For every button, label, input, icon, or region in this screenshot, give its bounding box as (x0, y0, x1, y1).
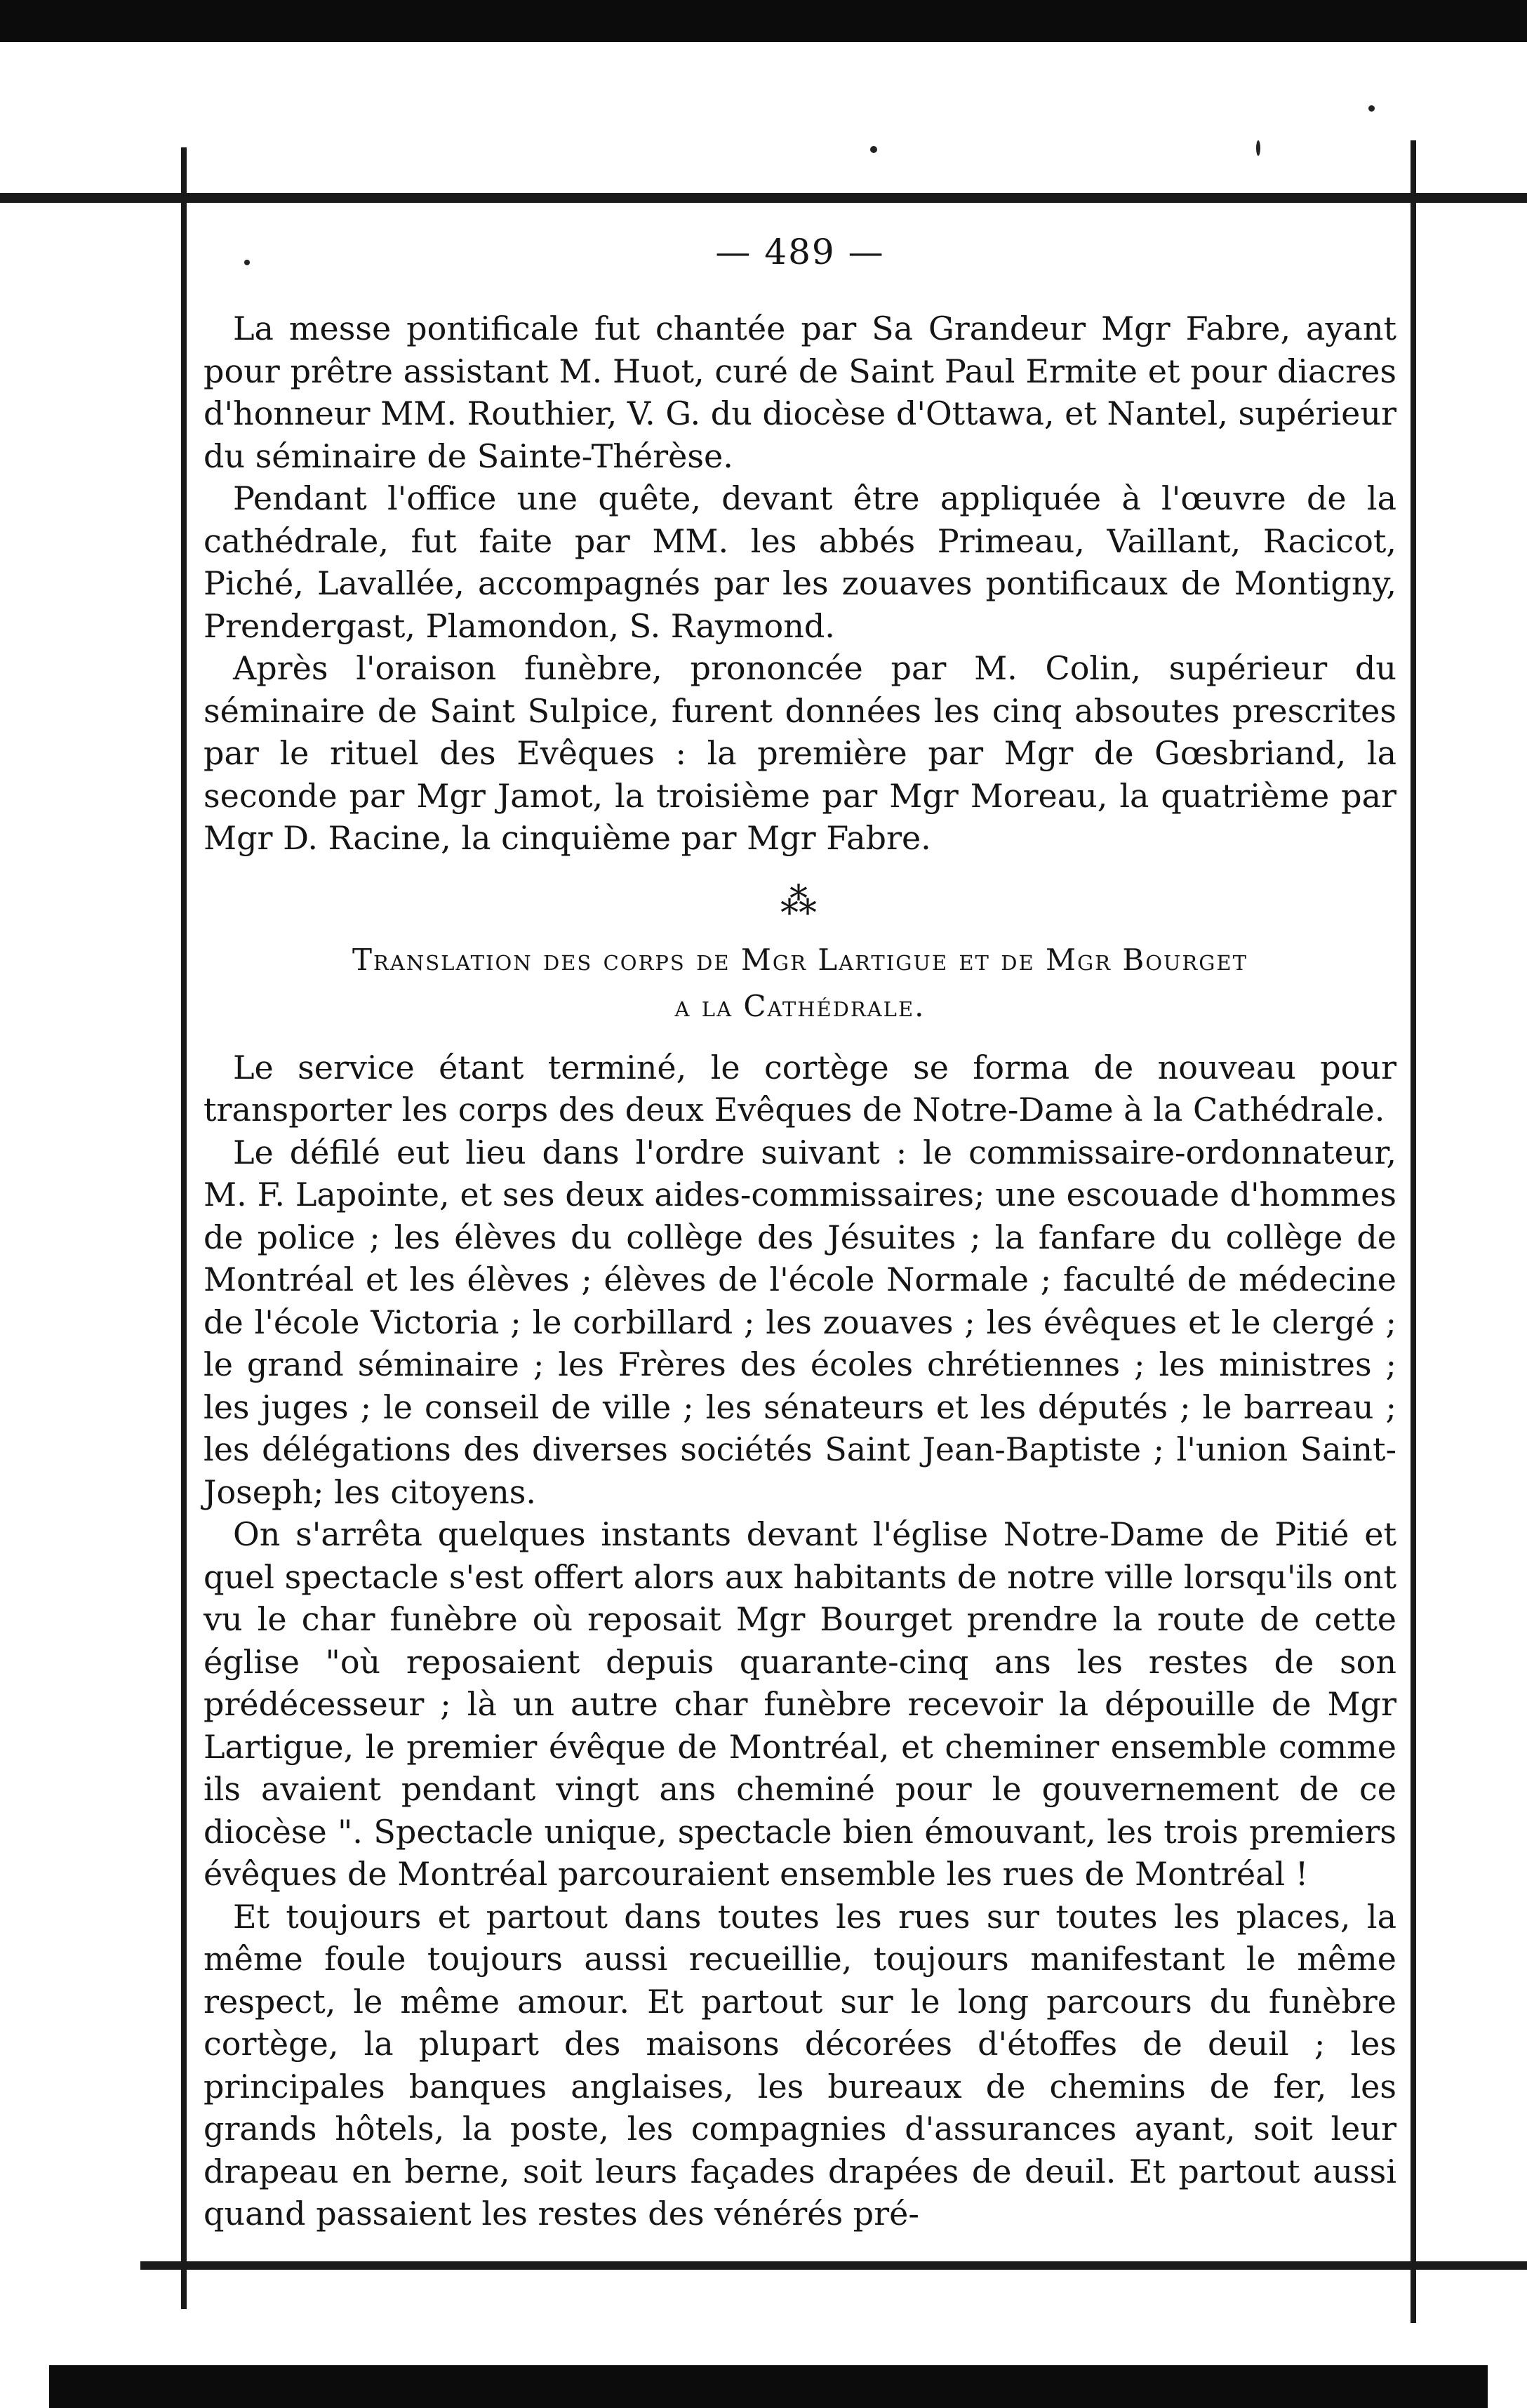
paragraph: Le service étant terminé, le cortège se forma de nouveau pour transporter les corps des deux Evêques de Notre-Dame à la Cathédrale. (204, 1048, 1396, 1129)
scan-speck (870, 146, 877, 153)
asterism-separator: ⁂ (780, 880, 820, 923)
top-frame-rule (0, 193, 1527, 203)
document-page (204, 232, 1396, 2235)
left-frame-rule (181, 147, 187, 2309)
page-number: — 489 — (715, 232, 885, 272)
scan-speck (1256, 140, 1260, 156)
section-heading (204, 937, 1396, 1030)
paragraph: Et toujours et partout dans toutes les rues sur toutes les places, la même foule toujours aussi recueillie, toujours manifestant le même respect, le même amour. Et partout sur le long parcours du funèbre cortège, la plupart des maisons décorées d'étoffes de deuil ; les principales banques anglaises, les bureaux de chemins de fer, les grands hôtels, la poste, les compagnies d'assurances ayant, soit leur drapeau en berne, soit leurs façades drapées de deuil. Et partout aussi quand passaient les restes des vénérés pré- (204, 1897, 1396, 2233)
section-heading-line2: a la Cathédrale. (674, 988, 926, 1023)
scan-speck (1368, 105, 1375, 112)
scan-bottom-edge (49, 2365, 1488, 2408)
paragraph: Pendant l'office une quête, devant être appliquée à l'œuvre de la cathédrale, fut faite par MM. les abbés Primeau, Vaillant, Racicot, Piché, Lavallée, accompagnés par les zouaves pontificaux de Montigny, Prendergast, Plamondon, S. Raymond. (204, 479, 1396, 645)
paragraph: On s'arrêta quelques instants devant l'église Notre-Dame de Pitié et quel spectacle s'est offert alors aux habitants de notre ville lorsqu'ils ont vu le char funèbre où reposait Mgr Bourget prendre la route de cette église "où reposaient depuis quarante-cinq ans les restes de son prédécesseur ; là un autre char funèbre recevoir la dépouille de Mgr Lartigue, le premier évêque de Montréal, et cheminer ensemble comme ils avaient pendant vingt ans cheminé pour le gouvernement de ce diocèse ". Spectacle unique, spectacle bien émouvant, les trois premiers évêques de Montréal parcouraient ensemble les rues de Montréal ! (204, 1515, 1396, 1893)
paragraph: Le défilé eut lieu dans l'ordre suivant : le commissaire-ordonnateur, M. F. Lapointe, et ses deux aides-commissaires; une escouade d'hommes de police ; les élèves du collège des Jésuites ; la fanfare du collège de Montréal et les élèves ; élèves de l'école Normale ; faculté de médecine de l'école Victoria ; le corbillard ; les zouaves ; les évêques et le clergé ; le grand séminaire ; les Frères des écoles chrétiennes ; les ministres ; les juges ; le conseil de ville ; les sénateurs et les députés ; le barreau ; les délégations des diverses sociétés Saint Jean-Baptiste ; l'union Saint-Joseph; les citoyens. (204, 1133, 1396, 1511)
right-frame-rule (1411, 140, 1416, 2323)
section-heading-line1: Translation des corps de Mgr Lartigue et de Mgr Bourget (352, 942, 1248, 977)
scan-top-edge (0, 0, 1527, 42)
bottom-frame-rule (140, 2261, 1527, 2270)
paragraph: Après l'oraison funèbre, prononcée par M. Colin, supérieur du séminaire de Saint Sulpice, furent données les cinq absoutes prescrites par le rituel des Evêques : la première par Mgr de Gœsbriand, la seconde par Mgr Jamot, la troisième par Mgr Moreau, la quatrième par Mgr D. Racine, la cinquième par Mgr Fabre. (204, 649, 1396, 857)
paragraph: La messe pontificale fut chantée par Sa Grandeur Mgr Fabre, ayant pour prêtre assistant M. Huot, curé de Saint Paul Ermite et pour diacres d'honneur MM. Routhier, V. G. du diocèse d'Ottawa, et Nantel, supérieur du séminaire de Sainte-Thérèse. (204, 310, 1396, 475)
